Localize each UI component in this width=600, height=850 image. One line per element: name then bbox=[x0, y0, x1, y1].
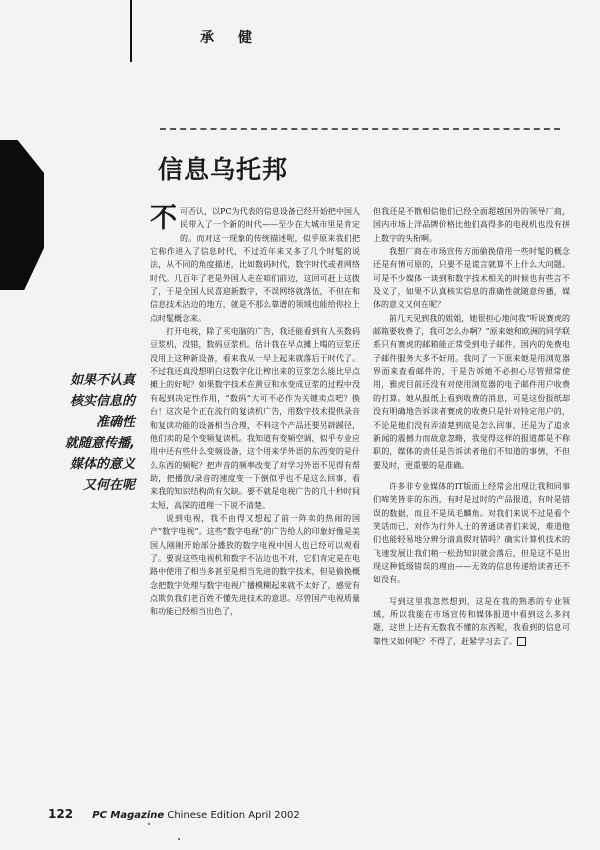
body-paragraph: 但我还是不散相信他们已经全面超越国外的领导厂商，国内市场上洋品牌价格比他们高得多的电视机也没有拼上数字的头衔啊。 bbox=[373, 207, 570, 243]
edition-label: Chinese Edition April 2002 bbox=[167, 810, 300, 821]
pull-quote-line: 媒体的意义 bbox=[69, 457, 135, 472]
body-paragraph: 说到电视，我不由得又想起了前一阵卖的热闹的国产“数字电视”。这些“数字电视”的广告给人的印象好像是美国人刚刚开始部分播放的数字电视中国人也已经可以观看了。要说这些电视机和数字不沾边也不对，它们肯定是在电路中使用了相当多甚至是相当先进的数字技术，但是偷换概念把数字处理与数字电视广播模糊起来就不太好了，感觉有点欺负我们老百姓不懂先进技术的意思。尽管国产电视质量和功能已经相当出色了， bbox=[150, 513, 360, 617]
page-number: 122 bbox=[48, 807, 74, 821]
pull-quote-line: 如果不认真 bbox=[69, 373, 135, 388]
paragraph-text: 可否认，以PC为代表的信息设备已经开始把中国人民带入了一个新的时代——至少在大城市里是肯定的。而对这一现象的传统描述呢，似乎原来我们把它称作进入了信息时代，不过近年来又多了几个时髦的说法，从不同的角度描述，比如数码时代，数字时代或者网络时代。几百年了老是外国人走在咱们前边，这回可赶上这拨了，于是全国人民喜迎新数字，不误网络就落伍，不但在和信息技术沾边的地方，就是不那么靠谱的领域也能给你拉上点时髦概念来。 bbox=[150, 207, 360, 323]
article-title: 信息乌托邦 bbox=[158, 155, 289, 184]
header-rule bbox=[160, 128, 560, 130]
header-vertical-line bbox=[130, 0, 132, 62]
body-paragraph: 许多非专业媒体的IT版面上经常会出现让我和同事们啼笑皆非的东西，有时是过时的产品报道，有时是错误的数据，而且不是凤毛麟角。对我们来说不过是看个笑话而已，对作为行外人士的普通读者们来说，难道他们也能轻易地分辨分清真假对错吗？确实计算机技术的飞速发展让我们稍一松劲知识就会落后，但是这不是出现这种低级错误的理由——无效的信息传递给读者还不如没有。 bbox=[373, 481, 570, 585]
magazine-name: PC Magazine bbox=[92, 810, 165, 821]
scan-speck bbox=[148, 823, 150, 825]
author-photo-fragment bbox=[0, 140, 44, 290]
pull-quote-line: 就随意传播, bbox=[65, 436, 135, 451]
pull-quote-line: 核实信息的 bbox=[69, 394, 135, 409]
page-footer bbox=[48, 807, 300, 821]
article-column-right bbox=[373, 205, 570, 648]
body-paragraph: 我想厂商在市场宣传方面偷换借用一些时髦的概念还是有情可原的，只要不是谎言就算不上什么大问题。可是不少媒体一谈到和数字技术相关的时候也有些言不及义了，如果不认真核实信息的准确性就随意传播，媒体的意义又何在呢？ bbox=[373, 247, 570, 310]
scan-speck bbox=[178, 838, 180, 840]
body-paragraph: 前几天见到我的姐姐，她很担心地问我“听说赛虎的邮箱要收费了，我可怎么办啊？”原来她和欧洲的同学联系只有赛虎的邮箱能正常受到电子邮件，国内的免费电子邮件服务大多不好用。我问了一下原来她是用浏览器界面来查看邮件的，于是告诉她不必担心尽管照常使用，雅虎目前还没有对使用浏览器的电子邮件用户收费的打算。她从报纸上看到收费的消息，可是这份报纸却没有明确地告诉读者赛虎的收费只是针对特定用户的，不论是他们没有弄清楚到底是怎么回事，还是为了追求新闻的震撼力而故意忽略，我觉得这样的报道都是不称职的，媒体的责任是告诉读者他们不知道的事情，不但要及时，更重要的是准确。 bbox=[373, 313, 570, 470]
drop-cap: 不 bbox=[150, 203, 177, 234]
end-mark-icon bbox=[517, 637, 526, 646]
pull-quote-line: 又何在呢 bbox=[82, 478, 135, 493]
author-name: 承健 bbox=[200, 30, 276, 46]
pull-quote bbox=[40, 370, 135, 496]
body-paragraph: 打开电视，除了买电脑的广告，我还能看到有人买数码豆浆机，没错，数码豆浆机。估计我在早点摊上喝的豆浆还没用上这种新设备，看来我从一早上起来就落后于时代了。不过我还真没想明白这数字化让榨出来的豆浆怎么能比早点摊上的好呢？如果数字技术在黄豆和水变成豆浆的过程中没有起到决定性作用，“数码”大可不必作为关键卖点吧？换台！这次是个正在流行的复读机广告，用数字技术提供录音和复读功能的设备相当合理，不料这个产品还要另辟蹊径，他们卖的是个变频复读机。我知道有变频空调，似乎专业应用中还有些什么变频设备，这个用来学外语的东西变的是什么东西的频呢？把声音的频率改变了对学习外语不见得有帮助，把播放/录音的速度变一下倒似乎也不是这么回事，看来我的知识结构尚有欠缺。要不就是电视广告的几十秒时间太短，高深的道理一下说不清楚。 bbox=[150, 327, 360, 510]
paragraph-text: 写到这里我忽然想到，这是在我的熟悉的专业领域，所以我能在市场宣传和媒体报道中看到这么多问题，这世上还有无数我不懂的东西呢，我看到的信息可靠性又如何呢？不得了，赶紧学习去了。 bbox=[373, 596, 570, 646]
article-column-left bbox=[150, 205, 360, 619]
pull-quote-line: 准确性 bbox=[95, 415, 135, 430]
body-paragraph bbox=[150, 205, 360, 325]
body-paragraph bbox=[373, 595, 570, 648]
